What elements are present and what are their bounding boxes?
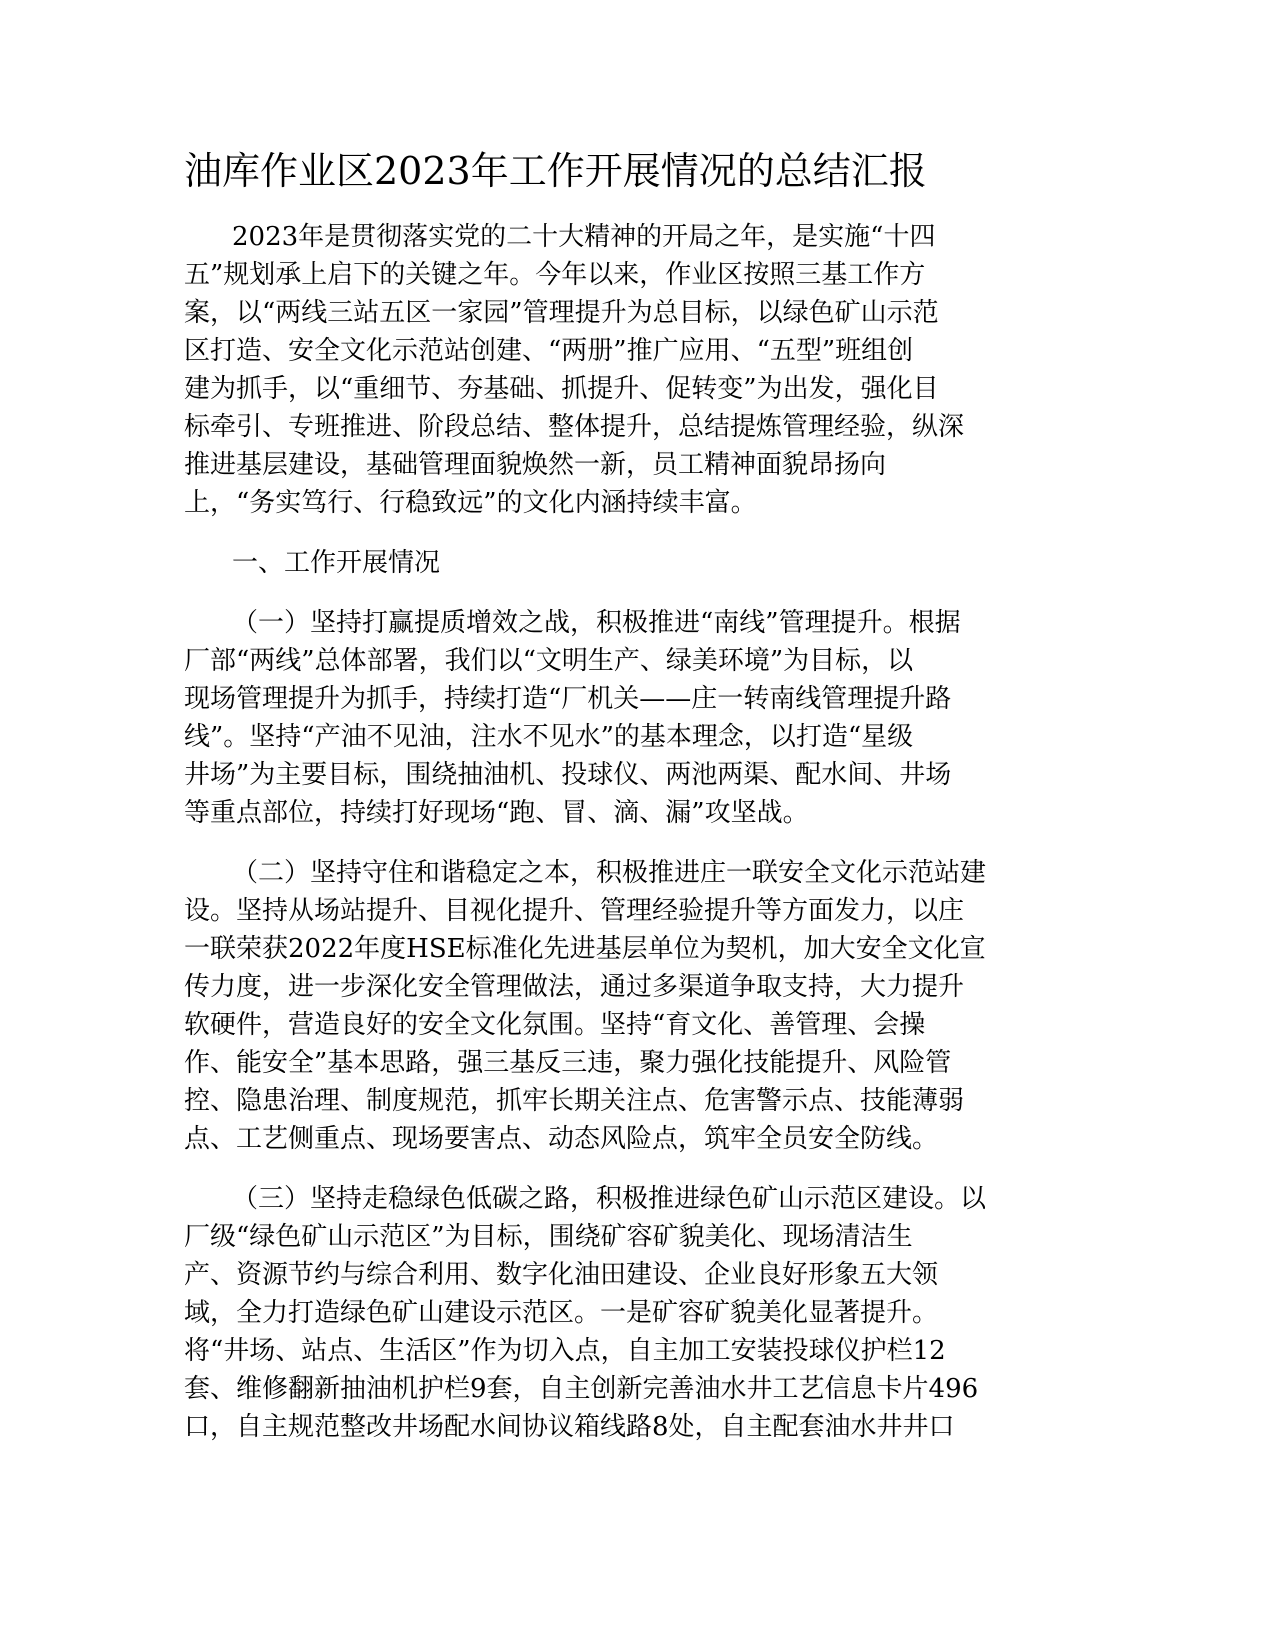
paragraph-line: 一联荣获2022年度HSE标准化先进基层单位为契机，加大安全文化宣 xyxy=(184,934,986,964)
paragraph-line: 厂级“绿色矿山示范区”为目标，围绕矿容矿貌美化、现场清洁生 xyxy=(184,1222,913,1252)
paragraph-line: 产、资源节约与综合利用、数字化油田建设、企业良好形象五大领 xyxy=(184,1260,939,1290)
paragraph-line: 作、能安全”基本思路，强三基反三违，聚力强化技能提升、风险管 xyxy=(184,1048,952,1078)
paragraph-line: 等重点部位，持续打好现场“跑、冒、滴、漏”攻坚战。 xyxy=(184,798,809,828)
section-paragraph-3 xyxy=(184,1180,1064,1446)
paragraph-line: 案，以“两线三站五区一家园”管理提升为总目标，以绿色矿山示范 xyxy=(184,298,939,328)
section-paragraph-2 xyxy=(184,854,1064,1158)
paragraph-line: 推进基层建设，基础管理面貌焕然一新，员工精神面貌昂扬向 xyxy=(184,450,887,480)
paragraph-line: （一）坚持打赢提质增效之战，积极推进“南线”管理提升。根据 xyxy=(232,608,961,638)
paragraph-line: 域，全力打造绿色矿山建设示范区。一是矿容矿貌美化显著提升。 xyxy=(184,1298,939,1328)
paragraph-line: 建为抓手，以“重细节、夯基础、抓提升、促转变”为出发，强化目 xyxy=(184,374,939,404)
section-paragraph-1 xyxy=(184,604,1064,832)
paragraph-line: 上，“务实笃行、行稳致远”的文化内涵持续丰富。 xyxy=(184,488,757,518)
paragraph-line: 井场”为主要目标，围绕抽油机、投球仪、两池两渠、配水间、井场 xyxy=(184,760,952,790)
paragraph-line: 传力度，进一步深化安全管理做法，通过多渠道争取支持，大力提升 xyxy=(184,972,965,1002)
paragraph-line: 现场管理提升为抓手，持续打造“厂机关——庄一转南线管理提升路 xyxy=(184,684,952,714)
section-heading xyxy=(184,544,1064,582)
paragraph-line: 控、隐患治理、制度规范，抓牢长期关注点、危害警示点、技能薄弱 xyxy=(184,1086,965,1116)
paragraph-line: 口，自主规范整改井场配水间协议箱线路8处，自主配套油水井井口 xyxy=(184,1412,955,1442)
paragraph-line: （二）坚持守住和谐稳定之本，积极推进庄一联安全文化示范站建 xyxy=(232,858,987,888)
paragraph-line: 厂部“两线”总体部署，我们以“文明生产、绿美环境”为目标，以 xyxy=(184,646,914,676)
document-body xyxy=(184,218,1064,1468)
paragraph-line: 线”。坚持“产油不见油，注水不见水”的基本理念，以打造“星级 xyxy=(184,722,914,752)
paragraph-line: （三）坚持走稳绿色低碳之路，积极推进绿色矿山示范区建设。以 xyxy=(232,1184,987,1214)
paragraph-line: 将“井场、站点、生活区”作为切入点，自主加工安装投球仪护栏12 xyxy=(184,1336,946,1366)
section-heading-text: 一、工作开展情况 xyxy=(232,548,441,578)
paragraph-line: 标牵引、专班推进、阶段总结、整体提升，总结提炼管理经验，纵深 xyxy=(184,412,965,442)
paragraph-line: 点、工艺侧重点、现场要害点、动态风险点，筑牢全员安全防线。 xyxy=(184,1124,939,1154)
document-title: 油库作业区2023年工作开展情况的总结汇报 xyxy=(184,149,927,193)
intro-paragraph xyxy=(184,218,1064,522)
paragraph-line: 区打造、安全文化示范站创建、“两册”推广应用、“五型”班组创 xyxy=(184,336,914,366)
paragraph-line: 设。坚持从场站提升、目视化提升、管理经验提升等方面发力，以庄 xyxy=(184,896,965,926)
paragraph-line: 软硬件，营造良好的安全文化氛围。坚持“育文化、善管理、会操 xyxy=(184,1010,926,1040)
paragraph-line: 套、维修翻新抽油机护栏9套，自主创新完善油水井工艺信息卡片496 xyxy=(184,1374,979,1404)
paragraph-line: 2023年是贯彻落实党的二十大精神的开局之年，是实施“十四 xyxy=(232,222,936,252)
paragraph-line: 五”规划承上启下的关键之年。今年以来，作业区按照三基工作方 xyxy=(184,260,926,290)
